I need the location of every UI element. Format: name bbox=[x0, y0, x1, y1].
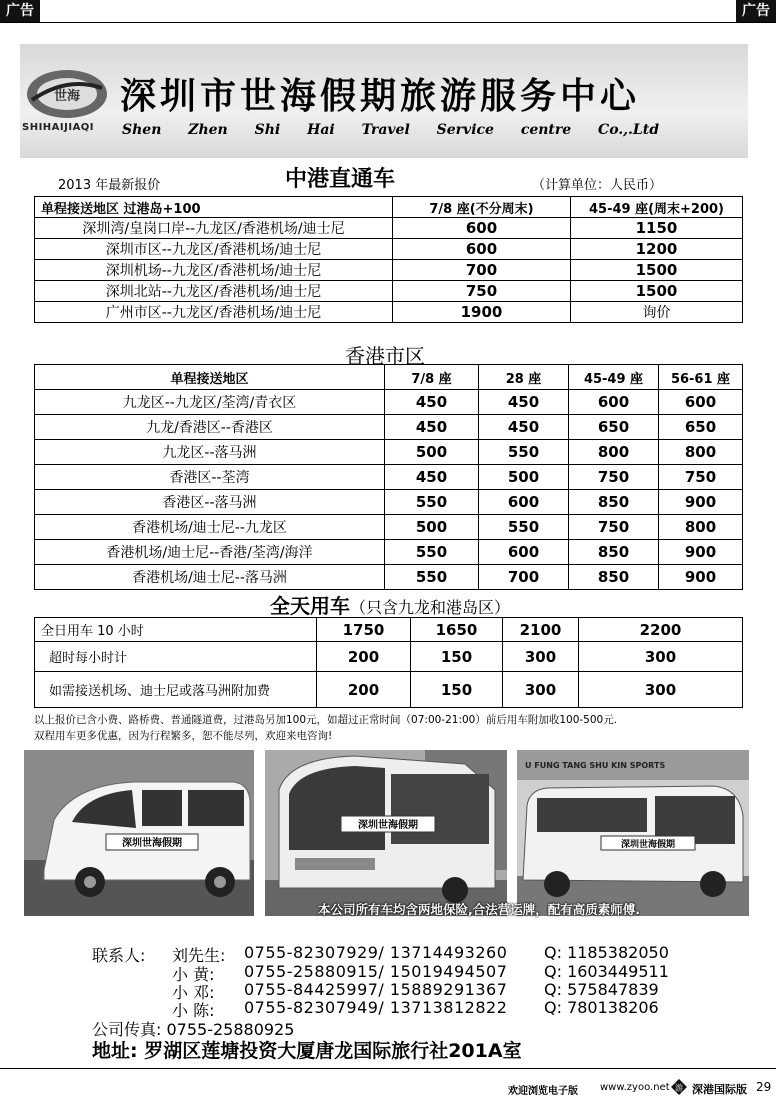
route-cell: 香港区--落马洲 bbox=[35, 490, 385, 515]
company-address: 地址: 罗湖区莲塘投资大厦唐龙国际旅行社201A室 bbox=[92, 1040, 522, 1062]
page-number: 29 bbox=[756, 1080, 772, 1094]
table-row bbox=[35, 540, 743, 565]
price-cell: 450 bbox=[479, 390, 569, 415]
table-row bbox=[35, 302, 743, 323]
section-title-crossborder: 中港直通车 bbox=[284, 167, 395, 192]
table-row bbox=[35, 281, 743, 302]
contact-phone: 0755-82307929/ 13714493260 bbox=[244, 943, 508, 962]
table-row bbox=[35, 239, 743, 260]
route-cell: 香港机场/迪士尼--香港/荃湾/海洋 bbox=[35, 540, 385, 565]
price-cell: 300 bbox=[503, 672, 579, 708]
price-cell: 450 bbox=[385, 415, 479, 440]
route-cell: 深圳北站--九龙区/香港机场/迪士尼 bbox=[35, 281, 393, 302]
year-note: 2013 年最新报价 bbox=[58, 178, 161, 193]
price-cell: 2200 bbox=[579, 618, 743, 642]
contact-phone: 0755-84425997/ 15889291367 bbox=[244, 980, 508, 999]
route-cell: 广州市区--九龙区/香港机场/迪士尼 bbox=[35, 302, 393, 323]
sign-text: U FUNG TANG SHU KIN SPORTS bbox=[525, 761, 666, 770]
company-logo-icon bbox=[24, 66, 110, 122]
item-cell: 超时每小时计 bbox=[35, 642, 317, 672]
bottom-divider bbox=[0, 1068, 776, 1069]
price-cell: 750 bbox=[393, 281, 571, 302]
price-cell: 800 bbox=[659, 515, 743, 540]
price-cell: 1500 bbox=[571, 281, 743, 302]
contact-name: 小 邓: bbox=[172, 983, 215, 1002]
price-cell: 300 bbox=[579, 642, 743, 672]
section-title-fullday bbox=[220, 590, 560, 619]
contact-phone: 0755-82307949/ 13713812822 bbox=[244, 998, 508, 1017]
price-cell: 300 bbox=[579, 672, 743, 708]
price-cell: 750 bbox=[569, 515, 659, 540]
price-cell: 询价 bbox=[571, 302, 743, 323]
coach-illustration-icon bbox=[265, 750, 507, 916]
ad-tag-left: 广告 bbox=[0, 0, 40, 22]
price-cell: 850 bbox=[569, 490, 659, 515]
price-cell: 550 bbox=[479, 515, 569, 540]
contact-label: 联系人: bbox=[92, 946, 146, 965]
price-cell: 150 bbox=[411, 642, 503, 672]
table-row bbox=[35, 440, 743, 465]
company-name-en: Shen Zhen Shi Hai Travel Service centre Co.,.Ltd bbox=[122, 122, 660, 138]
section-subtitle: （只含九龙和港岛区） bbox=[349, 598, 510, 617]
table-row bbox=[35, 465, 743, 490]
fullday-price-table bbox=[34, 617, 743, 708]
route-cell: 深圳湾/皇岗口岸--九龙区/香港机场/迪士尼 bbox=[35, 218, 393, 239]
price-cell: 1200 bbox=[571, 239, 743, 260]
price-cell: 600 bbox=[393, 239, 571, 260]
price-cell: 1750 bbox=[317, 618, 411, 642]
price-cell: 450 bbox=[385, 390, 479, 415]
vehicle-label-text: 深圳世海假期 bbox=[122, 838, 182, 849]
price-cell: 750 bbox=[659, 465, 743, 490]
price-cell: 450 bbox=[479, 415, 569, 440]
price-cell: 1500 bbox=[571, 260, 743, 281]
contact-qq: Q: 575847839 bbox=[544, 980, 659, 999]
item-cell: 如需接送机场、迪士尼或落马洲附加费 bbox=[35, 672, 317, 708]
company-name-cn: 深圳市世海假期旅游服务中心 bbox=[120, 75, 641, 117]
price-cell: 550 bbox=[385, 540, 479, 565]
table-row bbox=[35, 390, 743, 415]
price-cell: 700 bbox=[479, 565, 569, 590]
column-header: 7/8 座(不分周末) bbox=[393, 197, 571, 218]
price-cell: 600 bbox=[393, 218, 571, 239]
van-illustration-icon bbox=[24, 750, 254, 916]
column-header: 56-61 座 bbox=[659, 365, 743, 390]
price-note-line2: 双程用车更多优惠，因为行程繁多，恕不能尽列，欢迎来电咨询! bbox=[34, 730, 333, 742]
unit-note: （计算单位：人民币） bbox=[532, 178, 663, 193]
section-title-hk-urban: 香港市区 bbox=[345, 344, 425, 368]
route-cell: 深圳机场--九龙区/香港机场/迪士尼 bbox=[35, 260, 393, 281]
table-row bbox=[35, 672, 743, 708]
photo-caption: 本公司所有车均含两地保险,合法营运牌，配有高质素师傅. bbox=[318, 902, 640, 917]
price-cell: 1650 bbox=[411, 618, 503, 642]
ad-tag-right: 广告 bbox=[736, 0, 776, 22]
price-cell: 850 bbox=[569, 565, 659, 590]
price-cell: 550 bbox=[385, 490, 479, 515]
column-header: 28 座 bbox=[479, 365, 569, 390]
price-cell: 450 bbox=[385, 465, 479, 490]
table-row bbox=[35, 618, 743, 642]
price-cell: 600 bbox=[569, 390, 659, 415]
price-cell: 200 bbox=[317, 642, 411, 672]
contact-qq: Q: 1185382050 bbox=[544, 943, 669, 962]
item-cell: 全日用车 10 小时 bbox=[35, 618, 317, 642]
hk-urban-price-table bbox=[34, 364, 743, 590]
route-cell: 九龙/香港区--香港区 bbox=[35, 415, 385, 440]
column-header: 45-49 座(周末+200) bbox=[571, 197, 743, 218]
price-cell: 900 bbox=[659, 490, 743, 515]
price-cell: 300 bbox=[503, 642, 579, 672]
price-cell: 600 bbox=[479, 540, 569, 565]
price-cell: 500 bbox=[385, 440, 479, 465]
logo-inner-text: 世海 bbox=[53, 89, 81, 104]
route-cell: 九龙区--九龙区/荃湾/青衣区 bbox=[35, 390, 385, 415]
contact-phone: 0755-25880915/ 15019494507 bbox=[244, 962, 508, 981]
section-title-text: 全天用车 bbox=[269, 594, 350, 618]
price-cell: 200 bbox=[317, 672, 411, 708]
table-row bbox=[35, 218, 743, 239]
logo-wordmark: SHIHAIJIAQI bbox=[22, 122, 95, 133]
price-cell: 600 bbox=[479, 490, 569, 515]
photo-coach bbox=[265, 750, 507, 916]
top-divider bbox=[0, 22, 776, 23]
price-cell: 700 bbox=[393, 260, 571, 281]
table-row bbox=[35, 260, 743, 281]
table-row bbox=[35, 642, 743, 672]
photo-minibus bbox=[517, 750, 749, 916]
price-cell: 800 bbox=[569, 440, 659, 465]
price-cell: 600 bbox=[659, 390, 743, 415]
company-banner bbox=[20, 44, 748, 158]
footer-site-link[interactable]: www.zyoo.net bbox=[600, 1082, 670, 1093]
route-cell: 香港机场/迪士尼--九龙区 bbox=[35, 515, 385, 540]
company-fax: 公司传真: 0755-25880925 bbox=[92, 1020, 295, 1039]
price-cell: 550 bbox=[479, 440, 569, 465]
price-cell: 800 bbox=[659, 440, 743, 465]
contact-qq: Q: 780138206 bbox=[544, 998, 659, 1017]
publication-logo-text: 游 bbox=[675, 1083, 683, 1093]
price-cell: 2100 bbox=[503, 618, 579, 642]
price-cell: 750 bbox=[569, 465, 659, 490]
footer-edition: 深港国际版 bbox=[692, 1083, 747, 1096]
contact-name: 小 陈: bbox=[172, 1001, 215, 1020]
column-header: 45-49 座 bbox=[569, 365, 659, 390]
route-cell: 深圳市区--九龙区/香港机场/迪士尼 bbox=[35, 239, 393, 260]
price-cell: 1900 bbox=[393, 302, 571, 323]
crossborder-price-table bbox=[34, 196, 743, 323]
table-row bbox=[35, 515, 743, 540]
vehicle-label-text: 深圳世海假期 bbox=[358, 820, 418, 831]
price-cell: 500 bbox=[385, 515, 479, 540]
price-cell: 850 bbox=[569, 540, 659, 565]
footer-browse-text: 欢迎浏览电子版 bbox=[508, 1086, 578, 1097]
minibus-illustration-icon bbox=[517, 750, 749, 916]
column-header: 单程接送地区 过港岛+100 bbox=[35, 197, 393, 218]
route-cell: 香港机场/迪士尼--落马洲 bbox=[35, 565, 385, 590]
column-header: 单程接送地区 bbox=[35, 365, 385, 390]
table-header-row bbox=[35, 197, 743, 218]
table-row bbox=[35, 490, 743, 515]
table-header-row bbox=[35, 365, 743, 390]
price-cell: 900 bbox=[659, 540, 743, 565]
table-row bbox=[35, 415, 743, 440]
route-cell: 香港区--荃湾 bbox=[35, 465, 385, 490]
price-cell: 550 bbox=[385, 565, 479, 590]
vehicle-label-text: 深圳世海假期 bbox=[620, 840, 676, 850]
price-cell: 1150 bbox=[571, 218, 743, 239]
price-note-line1: 以上报价已含小费、路桥费、普通隧道费，过港岛另加100元，如超过正常时间（07:00-21:00）前后用车附加收100-500元. bbox=[34, 714, 618, 726]
price-cell: 900 bbox=[659, 565, 743, 590]
route-cell: 九龙区--落马洲 bbox=[35, 440, 385, 465]
contact-name: 小 黄: bbox=[172, 965, 215, 984]
price-cell: 650 bbox=[569, 415, 659, 440]
contact-name: 刘先生: bbox=[172, 946, 226, 965]
price-cell: 650 bbox=[659, 415, 743, 440]
price-cell: 150 bbox=[411, 672, 503, 708]
publication-logo-icon bbox=[671, 1079, 687, 1095]
photo-van bbox=[24, 750, 254, 916]
price-cell: 500 bbox=[479, 465, 569, 490]
column-header: 7/8 座 bbox=[385, 365, 479, 390]
table-row bbox=[35, 565, 743, 590]
contact-qq: Q: 1603449511 bbox=[544, 962, 669, 981]
